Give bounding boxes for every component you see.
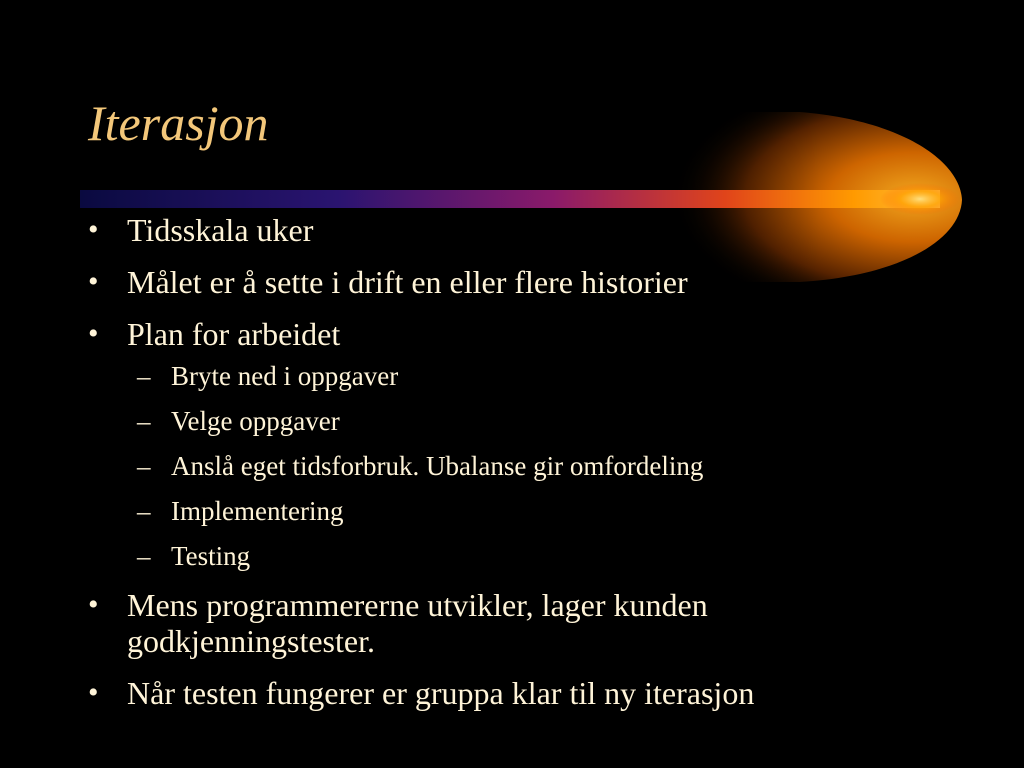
bullet-icon: • — [88, 588, 99, 621]
bullet-icon: • — [88, 265, 99, 298]
dash-icon: – — [137, 406, 151, 436]
sub-bullet-item — [0, 450, 1024, 482]
bullet-item — [0, 675, 1024, 711]
bullet-item — [0, 316, 1024, 352]
sub-bullet-text: Testing — [171, 541, 251, 571]
dash-icon: – — [137, 541, 151, 571]
bullet-item — [0, 264, 1024, 300]
bullet-text: Plan for arbeidet — [127, 316, 341, 352]
bullet-text: Tidsskala uker — [127, 212, 314, 248]
bullet-icon: • — [88, 676, 99, 709]
bullet-item — [0, 212, 1024, 248]
dash-icon: – — [137, 451, 151, 481]
slide-title: Iterasjon — [88, 95, 269, 151]
sub-bullet-text: Velge oppgaver — [171, 406, 340, 436]
sub-bullet-item — [0, 540, 1024, 572]
bullet-item — [0, 587, 1024, 659]
bullet-icon: • — [88, 317, 99, 350]
sub-bullet-item — [0, 405, 1024, 437]
sub-bullet-item — [0, 360, 1024, 392]
sub-bullet-text: Implementering — [171, 496, 344, 526]
bullet-icon: • — [88, 213, 99, 246]
sub-bullet-text: Anslå eget tidsforbruk. Ubalanse gir omfordeling — [171, 451, 704, 481]
bullet-text: Målet er å sette i drift en eller flere historier — [127, 264, 688, 300]
sub-bullet-item — [0, 495, 1024, 527]
dash-icon: – — [137, 361, 151, 391]
bullet-list — [0, 212, 1024, 727]
sub-bullet-text: Bryte ned i oppgaver — [171, 361, 399, 391]
sub-bullet-list — [0, 360, 1024, 572]
bullet-text: Når testen fungerer er gruppa klar til ny iterasjon — [127, 675, 755, 711]
dash-icon: – — [137, 496, 151, 526]
bullet-text: Mens programmererne utvikler, lager kunden godkjenningstester. — [127, 587, 708, 659]
